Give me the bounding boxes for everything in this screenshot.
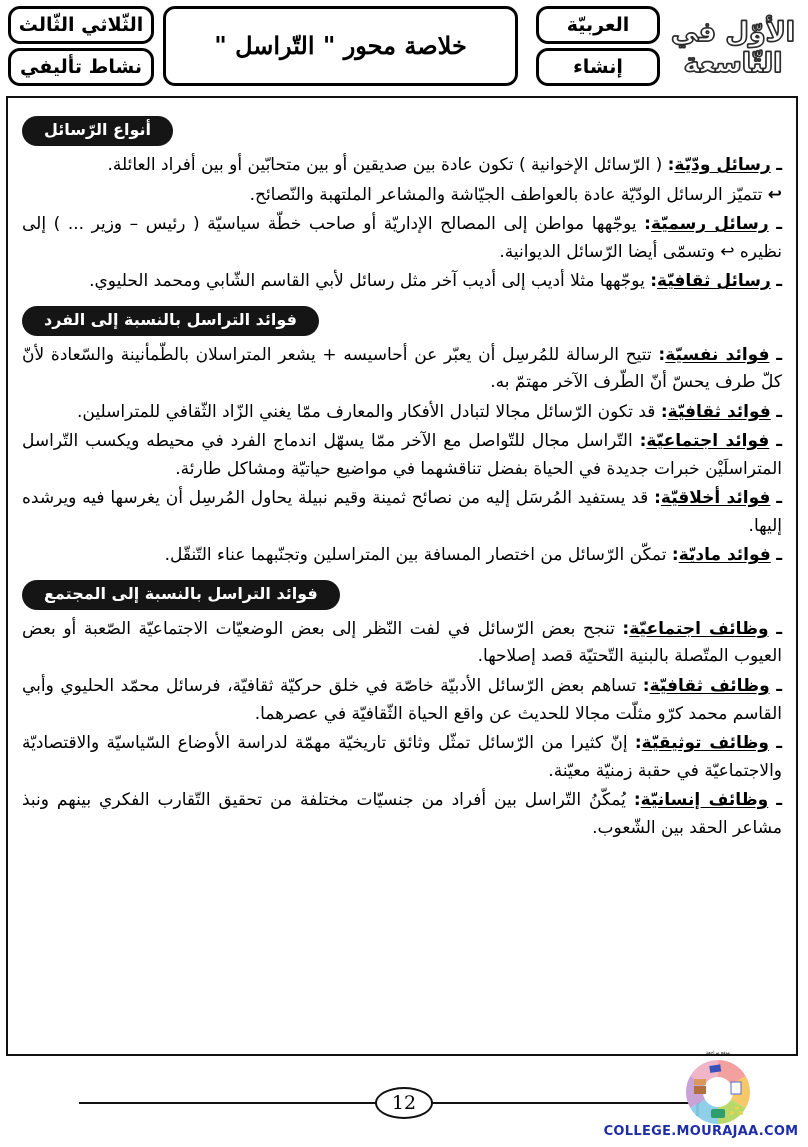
content-bullet	[22, 485, 782, 540]
bullet-term: فوائد نفسيّة	[665, 344, 770, 365]
bullet-term: فوائد اجتماعيّة	[646, 431, 770, 452]
logo-ring-icon	[668, 1046, 768, 1126]
bullet-term: فوائد ثقافيّة	[667, 401, 771, 422]
content-bullet	[22, 428, 782, 483]
bullet-marker: ـ	[776, 790, 782, 811]
brand-line-2: التّاسعة	[683, 48, 783, 79]
content-bullet	[22, 268, 782, 296]
bullet-text: قد تكون الرّسائل مجالا لتبادل الأفكار والمعارف ممّا يغني الزّاد الثّقافي للمتراسلين.	[77, 401, 656, 422]
bullet-marker: ـ	[776, 271, 782, 292]
bullet-marker: ـ	[776, 545, 782, 566]
content-bullet	[22, 616, 782, 671]
content-bullet	[22, 182, 782, 210]
document-header	[0, 0, 808, 96]
bullet-text: يوجّهها مثلا أديب إلى أديب آخر مثل رسائل لأبي القاسم الشّابي ومحمد الحليوي.	[89, 271, 645, 292]
content-bullet	[22, 342, 782, 397]
section-heading-pill: أنواع الرّسائل	[22, 116, 173, 146]
bullet-colon: :	[667, 155, 675, 175]
content-bullet	[22, 542, 782, 570]
bullet-text: قد يستفيد المُرسَل إليه من نصائح ثمينة وقيم نبيلة يحاول المُرسِل أن يغرسها فيه ويرشده إليها.	[22, 488, 782, 536]
bullet-colon: :	[634, 733, 642, 754]
section-heading	[22, 116, 782, 146]
bullet-colon: :	[633, 790, 641, 811]
bullet-text: التّراسل مجال للتّواصل مع الآخر ممّا يسهّل اندماج الفرد في محيطه ويكسب التّراسل المتراسلَيْن خبرات جديدة في الحياة بفضل تناقشهما في مواضيع حياتيّة ومشاكل طارئة.	[22, 431, 782, 479]
bullet-colon: :	[654, 488, 661, 509]
watermark-url: COLLEGE.MOURAJAA.COM	[603, 1124, 799, 1139]
content-bullet	[22, 152, 782, 180]
bullet-colon: :	[658, 344, 666, 365]
content-bullet	[22, 787, 782, 842]
bullet-colon: :	[650, 271, 658, 292]
bullet-text: تنجح بعض الرّسائل في لفت النّظر إلى بعض الوضعيّات الاجتماعيّة الصّعبة أو بعض العيوب المتّصلة بالبنية التّحتيّة قصد إصلاحها.	[22, 618, 782, 667]
section-heading-pill: فوائد التراسل بالنسبة إلى المجتمع	[22, 580, 340, 610]
bullet-colon: :	[622, 618, 630, 639]
footer-rule-left	[79, 1102, 379, 1104]
content-bullet	[22, 399, 782, 427]
bullet-marker: ـ	[776, 431, 783, 452]
bullet-term: فوائد ماديّة	[678, 545, 771, 566]
bullet-term: رسائل ثقافيّة	[657, 271, 771, 292]
bullet-marker: ـ	[776, 618, 782, 639]
bullet-text: يوجّهها مواطن إلى المصالح الإداريّة أو صاحب خطّة سياسيّة ( رئيس – وزير ... ) إلى نظيره ↩ وتسمّى أيضا الرّسائل الديوانية.	[22, 214, 782, 262]
header-activity-box: نشاط تأليفي	[8, 48, 154, 86]
bullet-text: إنّ كثيرا من الرّسائل تمثّل وثائق تاريخيّة مهمّة لدراسة الأوضاع السّياسيّة والاقتصاديّة والاجتماعيّة في حقبة زمنيّة معيّنة.	[22, 733, 782, 781]
content-bullet	[22, 730, 782, 785]
bullet-term: وظائف إنسانيّة	[640, 790, 769, 811]
bullet-colon: :	[644, 214, 651, 235]
header-lesson-type-box: إنشاء	[536, 48, 660, 86]
bullet-colon: :	[671, 545, 679, 566]
brand-line-1: الأوّل في	[671, 16, 795, 48]
site-logo	[668, 1046, 768, 1126]
bullet-text: تتيح الرسالة للمُرسِل أن يعبّر عن أحاسيسه + يشعر المتراسلان بالطّمأنينة والسّعادة لأنّ كلّ طرف يحسّ أنّ الطّرف الآخر مهتمّ به.	[22, 344, 782, 393]
section-heading	[22, 306, 782, 336]
bullet-marker: ـ	[776, 488, 782, 509]
bullet-text: تمكّن الرّسائل من اختصار المسافة بين المتراسلين وتجنّبهما عناء التّنقّل.	[164, 545, 667, 566]
content-bullet	[22, 673, 782, 728]
bullet-marker: ـ	[776, 155, 782, 175]
bullet-term: وظائف اجتماعيّة	[629, 618, 769, 639]
bullet-term: رسائل رسميّة	[650, 214, 769, 235]
header-term-box: الثّلاثي الثّالث	[8, 6, 154, 44]
bullet-marker: ـ	[776, 733, 783, 754]
content-bullet	[22, 211, 782, 266]
bullet-text: تتميّز الرسائل الودّيّة عادة بالعواطف الجيّاشة والمشاعر الملتهبة والنّصائح.	[249, 184, 763, 205]
header-title-box: خلاصة محور " التّراسل "	[163, 6, 518, 86]
section-heading-pill: فوائد التراسل بالنسبة إلى الفرد	[22, 306, 319, 336]
brand-logo-text	[660, 2, 806, 94]
bullet-text: تساهم بعض الرّسائل الأدبيّة خاصّة في خلق حركيّة ثقافيّة، فرسائل محمّد الحليوي وأبي القاسم محمد كرّو مثلّت مجالا للحديث عن واقع الحياة الثّقافيّة في عصرهما.	[22, 675, 782, 724]
bullet-marker: ↩	[767, 184, 782, 205]
bullet-term: رسائل ودّيّة	[674, 155, 771, 175]
bullet-colon: :	[660, 401, 668, 422]
bullet-marker: ـ	[776, 214, 783, 235]
bullet-marker: ـ	[776, 401, 782, 422]
document-content	[10, 100, 794, 1052]
header-subject-box: العربيّة	[536, 6, 660, 44]
bullet-colon: :	[642, 675, 650, 696]
bullet-term: وظائف ثقافيّة	[649, 675, 770, 696]
bullet-marker: ـ	[776, 344, 782, 365]
bullet-marker: ـ	[776, 675, 782, 696]
bullet-colon: :	[639, 431, 647, 452]
bullet-term: وظائف توثيقيّة	[641, 733, 769, 754]
logo-arc-label: موقع مراجعة	[705, 1051, 731, 1056]
bullet-text: يُمكّنُ التّراسل بين أفراد من جنسيّات مختلفة من تحقيق التّقارب الفكري بينهم ونبذ مشاعر الحقد بين الشّعوب.	[22, 790, 782, 838]
bullet-term: فوائد أخلاقيّة	[660, 488, 771, 509]
bullet-text: ( الرّسائل الإخوانية ) تكون عادة بين صديقين أو بين متحابّين أو بين أفراد العائلة.	[107, 155, 663, 175]
section-heading	[22, 580, 782, 610]
page-number: 12	[375, 1087, 433, 1119]
